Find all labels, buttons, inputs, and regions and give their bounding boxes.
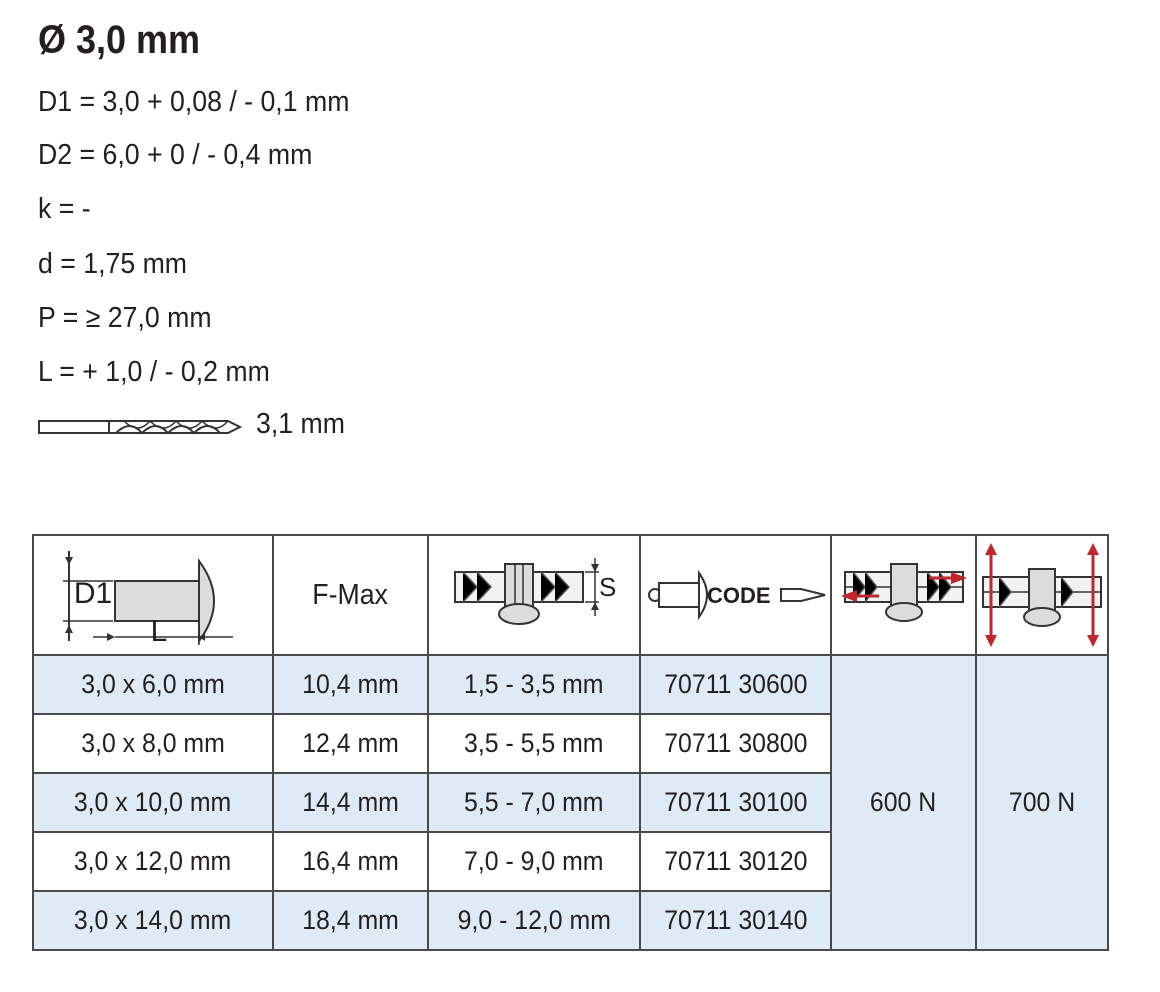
code-cell: 70711 30800 (640, 714, 831, 773)
s-label: S (599, 572, 617, 602)
table-row (33, 655, 1108, 714)
shear-strength-icon (839, 550, 969, 640)
header-dimensions (33, 535, 273, 655)
size-cell: 3,0 x 12,0 mm (33, 832, 273, 891)
code-cell: 70711 30600 (640, 655, 831, 714)
spec-d1: D1 = 3,0 + 0,08 / - 0,1 mm (38, 86, 350, 118)
spec-p: P = ≥ 27,0 mm (38, 302, 212, 334)
spec-k: k = - (38, 193, 91, 225)
header-shear (831, 535, 976, 655)
rivet-table (32, 534, 1109, 951)
rivet-dimensions-icon (53, 545, 253, 645)
spec-d2: D2 = 6,0 + 0 / - 0,4 mm (38, 139, 313, 171)
header-fmax (273, 535, 428, 655)
spec-d: d = 1,75 mm (38, 248, 188, 280)
l-label: L (150, 615, 168, 645)
drill-size: 3,1 mm (256, 408, 345, 440)
table-header-row (33, 535, 1108, 655)
code-cell: 70711 30120 (640, 832, 831, 891)
page-title: Ø 3,0 mm (38, 18, 201, 62)
header-grip (428, 535, 640, 655)
spec-l: L = + 1,0 / - 0,2 mm (38, 356, 270, 388)
tensile-value-cell: 700 N (976, 655, 1108, 950)
grip-cell: 3,5 - 5,5 mm (428, 714, 640, 773)
drill-bit-icon (38, 416, 243, 438)
fmax-cell: 12,4 mm (273, 714, 428, 773)
size-cell: 3,0 x 8,0 mm (33, 714, 273, 773)
d1-label: D1 (73, 577, 113, 610)
grip-range-icon (449, 550, 619, 640)
fmax-cell: 18,4 mm (273, 891, 428, 950)
header-tensile (976, 535, 1108, 655)
grip-cell: 9,0 - 12,0 mm (428, 891, 640, 950)
fmax-cell: 10,4 mm (273, 655, 428, 714)
grip-cell: 5,5 - 7,0 mm (428, 773, 640, 832)
size-cell: 3,0 x 10,0 mm (33, 773, 273, 832)
code-label: CODE (706, 583, 771, 608)
code-cell: 70711 30140 (640, 891, 831, 950)
header-code (640, 535, 831, 655)
shear-value-cell: 600 N (831, 655, 976, 950)
grip-cell: 7,0 - 9,0 mm (428, 832, 640, 891)
code-cell: 70711 30100 (640, 773, 831, 832)
fmax-label: F-Max (312, 578, 389, 611)
fmax-cell: 14,4 mm (273, 773, 428, 832)
rivet-code-icon (643, 565, 829, 625)
size-cell: 3,0 x 14,0 mm (33, 891, 273, 950)
grip-cell: 1,5 - 3,5 mm (428, 655, 640, 714)
fmax-cell: 16,4 mm (273, 832, 428, 891)
tensile-strength-icon (979, 541, 1105, 649)
size-cell: 3,0 x 6,0 mm (33, 655, 273, 714)
